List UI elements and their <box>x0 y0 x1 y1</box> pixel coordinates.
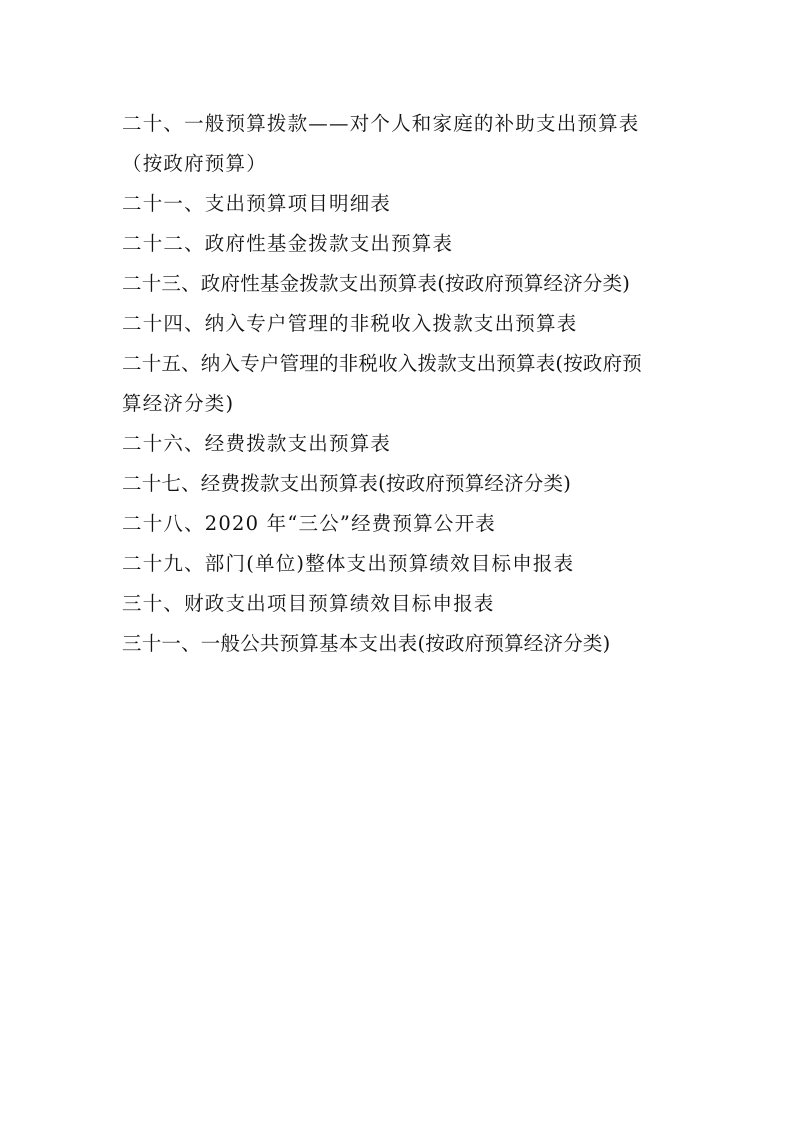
toc-line-29: 二十九、部门(单位)整体支出预算绩效目标申报表 <box>122 552 575 575</box>
toc-line-27: 二十七、经费拨款支出预算表(按政府预算经济分类) <box>122 472 572 495</box>
toc-line-31: 三十一、一般公共预算基本支出表(按政府预算经济分类) <box>122 632 611 655</box>
toc-line-22: 二十二、政府性基金拨款支出预算表 <box>122 232 454 255</box>
toc-line-24: 二十四、纳入专户管理的非税收入拨款支出预算表 <box>122 312 578 335</box>
toc-line-21: 二十一、支出预算项目明细表 <box>122 192 392 215</box>
table-of-contents <box>122 104 682 664</box>
toc-line-20-continued: （按政府预算） <box>122 152 267 175</box>
toc-line-28: 二十八、2020 年“三公”经费预算公开表 <box>122 512 496 535</box>
toc-line-25-continued: 算经济分类) <box>122 392 235 415</box>
toc-line-20: 二十、一般预算拨款——对个人和家庭的补助支出预算表 <box>122 112 640 135</box>
toc-line-23: 二十三、政府性基金拨款支出预算表(按政府预算经济分类) <box>122 272 631 295</box>
toc-line-25: 二十五、纳入专户管理的非税收入拨款支出预算表(按政府预 <box>122 352 643 375</box>
toc-line-26: 二十六、经费拨款支出预算表 <box>122 432 392 455</box>
toc-line-30: 三十、财政支出项目预算绩效目标申报表 <box>122 592 495 615</box>
